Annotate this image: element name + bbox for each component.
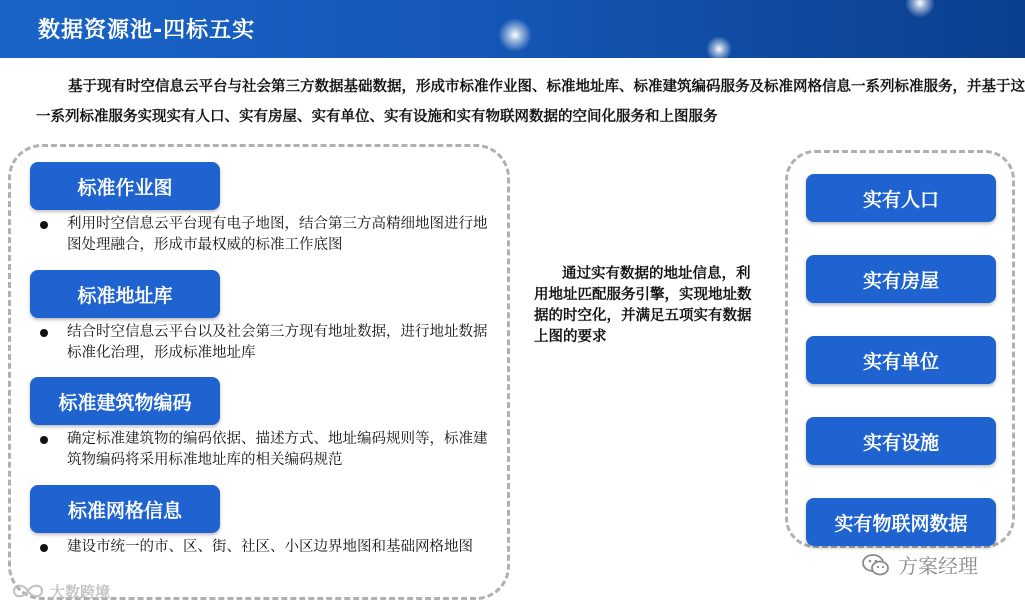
standard-grid-info-desc (40, 537, 495, 558)
wechat-watermark (862, 550, 978, 579)
light-glow (706, 36, 732, 58)
standard-grid-info-button[interactable]: 标准网格信息 (30, 485, 220, 533)
real-unit-button[interactable]: 实有单位 (806, 336, 996, 384)
real-housing-button[interactable]: 实有房屋 (806, 255, 996, 303)
wechat-icon (862, 553, 890, 577)
bullet-dot (40, 436, 48, 444)
corner-watermark (10, 580, 110, 602)
bullet-dot (40, 544, 48, 552)
standard-building-code-button[interactable]: 标准建筑物编码 (30, 377, 220, 425)
intro-text: 基于现有时空信息云平台与社会第三方数据基础数据，形成市标准作业图、标准地址库、标准建筑编码服务及标准网格信息一系列标准服务，并基于这一系列标准服务实现实有人口、实有房屋、实有单位、实有设施和实有物联网数据的空间化服务和上图服务 (36, 79, 1025, 125)
standard-address-library-button[interactable]: 标准地址库 (30, 270, 220, 318)
standard-work-map-desc (40, 214, 495, 256)
center-text: 通过实有数据的地址信息，利用地址匹配服务引擎，实现地址数据的时空化，并满足五项实有数据上图的要求 (534, 266, 752, 345)
bullet-text: 建设市统一的市、区、街、社区、小区边界地图和基础网格地图 (67, 539, 473, 555)
standard-work-map-button[interactable]: 标准作业图 (30, 162, 220, 210)
standard-address-library-desc (40, 322, 495, 364)
bullet-dot (40, 329, 48, 337)
real-iot-data-button[interactable]: 实有物联网数据 (806, 498, 996, 546)
light-glow (498, 18, 532, 52)
bullet-dot (40, 221, 48, 229)
light-glow (905, 0, 935, 18)
page-title: 数据资源池-四标五实 (38, 18, 256, 43)
center-description (534, 264, 764, 348)
watermark-text: 方案经理 (898, 554, 978, 578)
real-facility-button[interactable]: 实有设施 (806, 417, 996, 465)
watermark-text: 大数跨境 (50, 582, 111, 601)
standard-building-code-desc (40, 429, 495, 471)
header-banner (0, 0, 1025, 58)
bullet-text: 确定标准建筑物的编码依据、描述方式、地址编码规则等，标准建筑物编码将采用标准地址库的相关编码规范 (67, 431, 488, 468)
intro-paragraph (36, 72, 1025, 132)
real-population-button[interactable]: 实有人口 (806, 174, 996, 222)
bullet-text: 利用时空信息云平台现有电子地图，结合第三方高精细地图进行地图处理融合，形成市最权威的标准工作底图 (67, 216, 488, 253)
logo-icon (10, 580, 46, 602)
bullet-text: 结合时空信息云平台以及社会第三方现有地址数据，进行地址数据标准化治理，形成标准地址库 (67, 324, 488, 361)
